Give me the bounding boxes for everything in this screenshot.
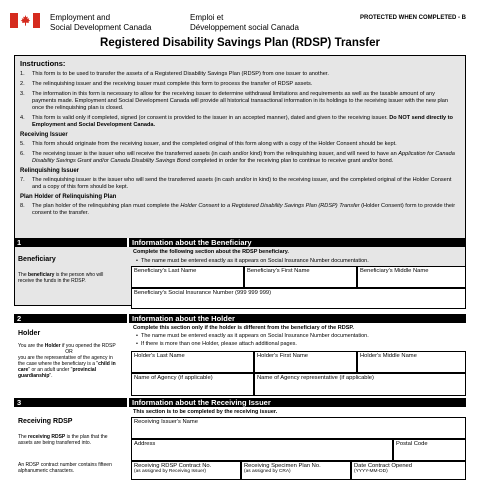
relinquishing-issuer-heading: Relinquishing Issuer bbox=[20, 167, 80, 174]
section-3-instruction: This section is to be completed by the receiving issuer. bbox=[133, 409, 278, 415]
address-field[interactable]: Address bbox=[131, 439, 393, 461]
receiving-issuer-heading: Receiving Issuer bbox=[20, 131, 68, 138]
specimen-plan-number-field[interactable]: Receiving Specimen Plan No. (as assigned by CRA) bbox=[241, 461, 351, 480]
holder-middle-name-field[interactable]: Holder's Middle Name bbox=[357, 351, 466, 373]
holder-first-name-field[interactable]: Holder's First Name bbox=[254, 351, 357, 373]
plan-holder-heading: Plan Holder of Relinquishing Plan bbox=[20, 193, 117, 200]
agency-representative-field[interactable]: Name of Agency representative (if applicable) bbox=[254, 373, 466, 396]
receiving-rdsp-label: Receiving RDSP bbox=[18, 418, 73, 425]
section-heading: Information about the Beneficiary bbox=[129, 238, 466, 247]
agency-name-field[interactable]: Name of Agency (if applicable) bbox=[131, 373, 254, 396]
section-number: 1 bbox=[14, 238, 127, 247]
instruction-item: 2. The relinquishing issuer and the receiving issuer must complete this form to process the transfer of RDSP assets. bbox=[20, 80, 313, 87]
section-heading: Information about the Holder bbox=[129, 314, 466, 323]
department-name-en: Employment and Social Development Canada bbox=[50, 13, 152, 32]
section-number: 2 bbox=[14, 314, 127, 323]
instructions-list bbox=[20, 71, 460, 129]
form-header bbox=[0, 0, 480, 36]
section-heading: Information about the Receiving Issuer bbox=[129, 398, 466, 407]
holder-note: You are the Holder if you opened the RDSP OR you are the representative of the agency in the case where the beneficiary is a "child in care" or an adult under "provincial guardianship". bbox=[18, 343, 116, 379]
instruction-item: 8. The plan holder of the relinquishing plan must complete the Holder Consent to a Registered Disability Savings Plan (RDSP) Transfer (Holder Consent) form to provide their consent to the transfer. bbox=[20, 202, 456, 216]
receiving-issuer-name-field[interactable]: Receiving Issuer's Name bbox=[131, 417, 466, 439]
beneficiary-first-name-field[interactable]: Beneficiary's First Name bbox=[244, 266, 357, 288]
contract-number-note: An RDSP contract number contains fifteen alphanumeric characters. bbox=[18, 462, 112, 474]
section-2-bar bbox=[14, 314, 466, 323]
instruction-item: 7. The relinquishing issuer is the issuer who will send the transferred assets (in cash and/or in kind) to the receiving issuer, and the completed original of the Holder Consent and a copy of this form should be kept. bbox=[20, 176, 452, 190]
section-1-bullet: • The name must be entered exactly as it appears on Social Insurance Number documentation. bbox=[136, 258, 369, 264]
holder-label: Holder bbox=[18, 330, 41, 337]
instruction-item: 1. This form is to be used to transfer the assets of a Registered Disability Savings Plan (RDSP) from one issuer to another. bbox=[20, 71, 329, 77]
section-2-bullet: • If there is more than one Holder, please attach additional pages. bbox=[136, 341, 297, 347]
section-3-bar bbox=[14, 398, 466, 407]
instruction-item: 5. This form should originate from the receiving issuer, and the completed original of this form along with a copy of the Holder Consent should be kept. bbox=[20, 140, 397, 147]
form-title: Registered Disability Savings Plan (RDSP) Transfer bbox=[100, 37, 380, 49]
beneficiary-label: Beneficiary bbox=[18, 256, 56, 263]
instruction-item: 4. This form is valid only if completed, signed (or consent is provided to the issuer in an accepted manner), dated and given to the receiving issuer. Do NOT send directly to Employment and Social Development Canada. bbox=[20, 114, 453, 128]
protected-label: PROTECTED WHEN COMPLETED - B bbox=[360, 15, 466, 21]
receiving-rdsp-note: The receiving RDSP is the plan that the assets are being transferred into. bbox=[18, 434, 108, 446]
section-2-bullet: • The name must be entered exactly as it appears on Social Insurance Number documentation. bbox=[136, 333, 369, 339]
section-2-instruction: Complete this section only if the holder is different from the beneficiary of the RDSP. bbox=[133, 325, 354, 331]
canada-flag-icon bbox=[10, 13, 40, 28]
instruction-item: 3. The information in this form is necessary to allow for the receiving issuer to determine withdrawal limitations and requirements as well as the taxable amount of any payments made. Employment and Social Development Canada will provide all historical transactional information in its holdings to the receiving issuer with the new plan once the relinquishing plan is closed. bbox=[20, 90, 449, 111]
instruction-item: 6. The receiving issuer is the issuer who will receive the transferred assets (in cash and/or kind) from the relinquishing issuer, and will need to have an Application for Canada Disability Savings Grant and/or Canada Disability Savings Bond completed in order for the receiving plan to continue to receive grant and/or bond. bbox=[20, 150, 455, 164]
beneficiary-note: The beneficiary is the person who will receive the funds in the RDSP. bbox=[18, 272, 104, 284]
contract-number-field[interactable]: Receiving RDSP Contract No. (as assigned by Receiving Issuer) bbox=[131, 461, 241, 480]
instructions-heading: Instructions: bbox=[20, 59, 66, 68]
holder-last-name-field[interactable]: Holder's Last Name bbox=[131, 351, 254, 373]
beneficiary-sin-field[interactable]: Beneficiary's Social Insurance Number (999 999 999) bbox=[131, 288, 466, 309]
section-number: 3 bbox=[14, 398, 127, 407]
section-1-instruction: Complete the following section about the RDSP beneficiary. bbox=[133, 249, 289, 255]
date-contract-opened-field[interactable]: Date Contract Opened (YYYY-MM-DD) bbox=[351, 461, 466, 480]
department-name-fr: Emploi et Développement social Canada bbox=[190, 13, 299, 32]
postal-code-field[interactable]: Postal Code bbox=[393, 439, 466, 461]
section-1-bar bbox=[14, 238, 466, 247]
beneficiary-last-name-field[interactable]: Beneficiary's Last Name bbox=[131, 266, 244, 288]
beneficiary-middle-name-field[interactable]: Beneficiary's Middle Name bbox=[357, 266, 466, 288]
